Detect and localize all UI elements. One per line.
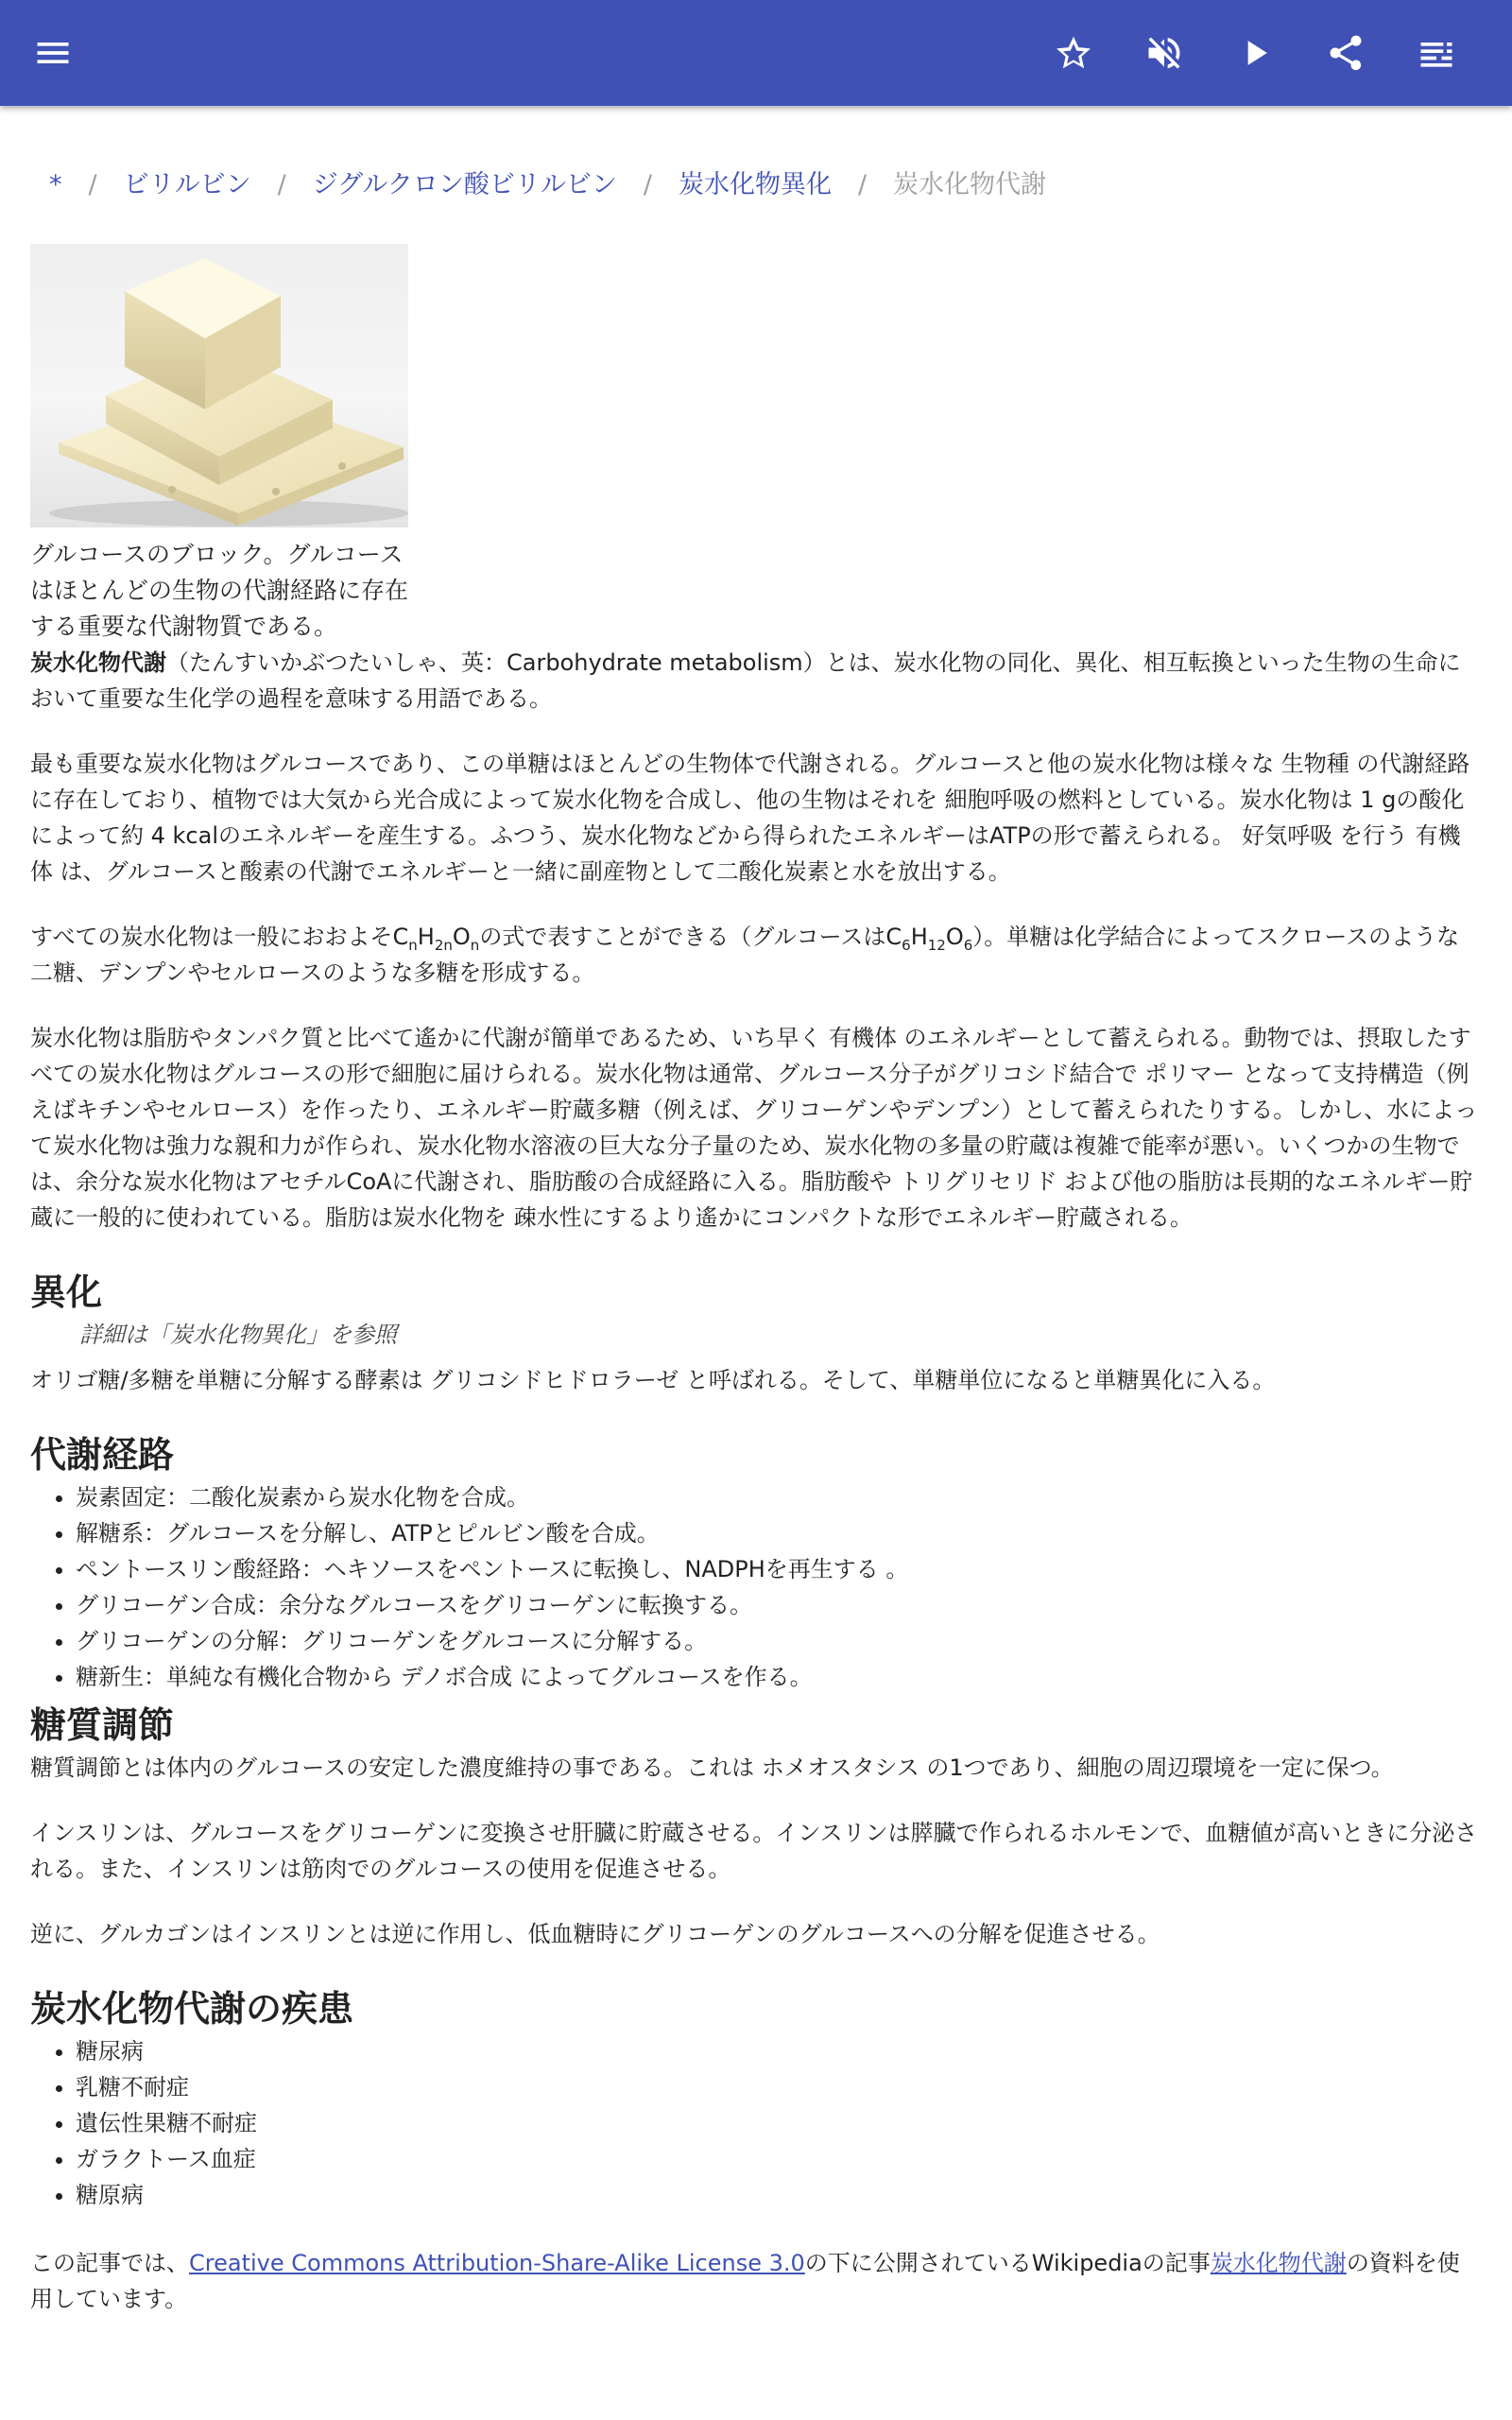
playlist-button[interactable] [1410, 26, 1463, 79]
play-button[interactable] [1228, 26, 1281, 79]
breadcrumb-separator: / [643, 170, 652, 199]
breadcrumb-link-catabolism[interactable]: 炭水化物異化 [678, 170, 832, 199]
list-item: • 乳糖不耐症 [76, 2069, 1482, 2105]
breadcrumb-current: 炭水化物代謝 [893, 170, 1047, 199]
menu-button[interactable] [26, 26, 79, 79]
paragraph-regulation-1: 糖質調節とは体内のグルコースの安定した濃度維持の事である。これは ホメオスタシス の1つであり、細胞の周辺環境を一定に保つ。 [30, 1754, 1394, 1781]
app-toolbar [0, 0, 1512, 106]
glucose-blocks-image[interactable] [30, 244, 408, 527]
intro-text: （たんすいかぶつたいしゃ、英：Carbohydrate metabolism）とは、炭水化物の同化、異化、相互転換といった生物の生命において重要な生化学の過程を意味する用語である。 [30, 649, 1461, 712]
source-article-link[interactable]: 炭水化物代謝 [1210, 2250, 1347, 2276]
share-icon [1325, 32, 1366, 74]
article-figure [30, 244, 408, 645]
playlist-icon [1416, 32, 1457, 74]
play-icon [1234, 32, 1276, 74]
intro-term: 炭水化物代謝 [30, 649, 166, 676]
formula-text: O [945, 924, 964, 950]
formula-text: H [417, 924, 435, 950]
pathways-list [30, 1479, 1482, 1695]
paragraph-catabolism: オリゴ糖/多糖を単糖に分解する酵素は グリコシドヒドロラーゼ と呼ばれる。そして、単糖単位になると単糖異化に入る。 [30, 1367, 1276, 1393]
mute-button[interactable] [1138, 26, 1191, 79]
list-item: • 糖尿病 [76, 2033, 1482, 2069]
formula-text: H [910, 924, 928, 950]
formula-subscript: 12 [927, 936, 946, 954]
breadcrumb-separator: / [857, 170, 868, 199]
license-footer [30, 2245, 1482, 2317]
formula-subscript: n [470, 936, 480, 954]
formula-subscript: n [408, 936, 418, 954]
paragraph-regulation-2: インスリンは、グルコースをグリコーゲンに変換させ肝臓に貯蔵させる。インスリンは膵臓で作られるホルモンで、血糖値が高いときに分泌される。また、インスリンは筋肉でのグルコースの使用を促進させる。 [30, 1820, 1478, 1882]
heading-pathways: 代謝経路 [30, 1434, 175, 1476]
see-also-note[interactable]: 詳細は「炭水化物異化」を参照 [79, 1322, 397, 1348]
list-item: • ガラクトース血症 [76, 2141, 1482, 2177]
footer-text: の下に公開されているWikipediaの記事 [804, 2250, 1211, 2276]
list-item: • ペントースリン酸経路：ヘキソースをペントースに転換し、NADPHを再生する 。 [76, 1551, 1482, 1587]
formula-text: の式で表すことができる（グルコースはC [479, 924, 902, 950]
volume-off-icon [1143, 32, 1185, 74]
breadcrumb-root-link[interactable]: * [49, 170, 62, 199]
footer-text: の資料を使用しています。 [30, 2250, 1460, 2312]
star-outline-icon [1053, 32, 1094, 74]
article-content [30, 244, 1482, 2346]
breadcrumb-link-diglucuronide[interactable]: ジグルクロン酸ビリルビン [312, 170, 617, 199]
intro-paragraph [30, 645, 1482, 717]
share-button[interactable] [1319, 26, 1372, 79]
glucose-blocks-illustration [30, 244, 408, 527]
heading-regulation: 糖質調節 [30, 1704, 175, 1746]
hamburger-menu-icon [32, 32, 74, 74]
formula-text: O [452, 924, 471, 950]
heading-diseases: 炭水化物代謝の疾患 [30, 1988, 354, 2030]
figure-caption: グルコースのブロック。グルコースはほとんどの生物の代謝経路に存在する重要な代謝物質である。 [30, 541, 409, 640]
formula-text: すべての炭水化物は一般におおよそC [30, 924, 409, 950]
breadcrumb-separator: / [88, 170, 97, 199]
paragraph-regulation-3: 逆に、グルカゴンはインスリンとは逆に作用し、低血糖時にグリコーゲンのグルコースへの分解を促進させる。 [30, 1921, 1160, 1947]
paragraph-storage: 炭水化物は脂肪やタンパク質と比べて遙かに代謝が簡単であるため、いち早く 有機体 のエネルギーとして蓄えられる。動物では、摂取したすべての炭水化物はグルコースの形で細胞に届けられる。炭水化物は通常、グルコース分子がグリコシド結合で ポリマー となって支持構造（例えばキチンやセルロース）を作ったり、エネルギー貯蔵多糖（例えば、グリコーゲンやデンプン）として蓄えられたりする。しかし、水によって炭水化物は強力な親和力が作られ、炭水化物水溶液の巨大な分子量のため、炭水化物の多量の貯蔵は複雑で能率が悪い。いくつかの生物では、余分な炭水化物はアセチルCoAに代謝され、脂肪酸の合成経路に入る。脂肪酸や トリグリセリド および他の脂肪は長期的なエネルギー貯蔵に一般的に使われている。脂肪は炭水化物を 疎水性にするより遙かにコンパクトな形でエネルギー貯蔵される。 [30, 1025, 1478, 1231]
paragraph-formula [30, 919, 1482, 991]
bookmark-button[interactable] [1047, 26, 1100, 79]
breadcrumb [49, 166, 1467, 204]
license-link[interactable]: Creative Commons Attribution-Share-Alike License 3.0 [189, 2250, 805, 2276]
paragraph-glucose: 最も重要な炭水化物はグルコースであり、この単糖はほとんどの生物体で代謝される。グルコースと他の炭水化物は様々な 生物種 の代謝経路に存在しており、植物では大気から光合成によって炭水化物を合成し、他の生物はそれを 細胞呼吸の燃料としている。炭水化物は 1 gの酸化によって約 4 kcalのエネルギーを産生する。ふつう、炭水化物などから得られたエネルギーはATPの形で蓄えられる。 好気呼吸 を行う 有機体 は、グルコースと酸素の代謝でエネルギーと一緒に副産物として二酸化炭素と水を放出する。 [30, 751, 1470, 885]
list-item: • グリコーゲン合成：余分なグルコースをグリコーゲンに転換する。 [76, 1587, 1482, 1623]
breadcrumb-link-bilirubin[interactable]: ビリルビン [123, 170, 251, 199]
footer-text: この記事では、 [30, 2250, 189, 2276]
list-item: • 糖新生：単純な有機化合物から デノボ合成 によってグルコースを作る。 [76, 1659, 1482, 1695]
diseases-list [30, 2033, 1482, 2213]
list-item: • 解糖系：グルコースを分解し、ATPとピルビン酸を合成。 [76, 1515, 1482, 1551]
breadcrumb-separator: / [277, 170, 286, 199]
formula-subscript: 6 [963, 936, 973, 954]
list-item: • 糖原病 [76, 2177, 1482, 2213]
list-item: • グリコーゲンの分解：グリコーゲンをグルコースに分解する。 [76, 1623, 1482, 1659]
formula-subscript: 2n [434, 936, 453, 954]
list-item: • 遺伝性果糖不耐症 [76, 2105, 1482, 2141]
formula-text: ）。単糖は化学結合によってスクロースのような二糖、デンプンやセルロースのような多糖を形成する。 [30, 924, 1460, 986]
heading-catabolism: 異化 [30, 1271, 103, 1313]
list-item: • 炭素固定：二酸化炭素から炭水化物を合成。 [76, 1479, 1482, 1515]
formula-subscript: 6 [902, 936, 911, 954]
